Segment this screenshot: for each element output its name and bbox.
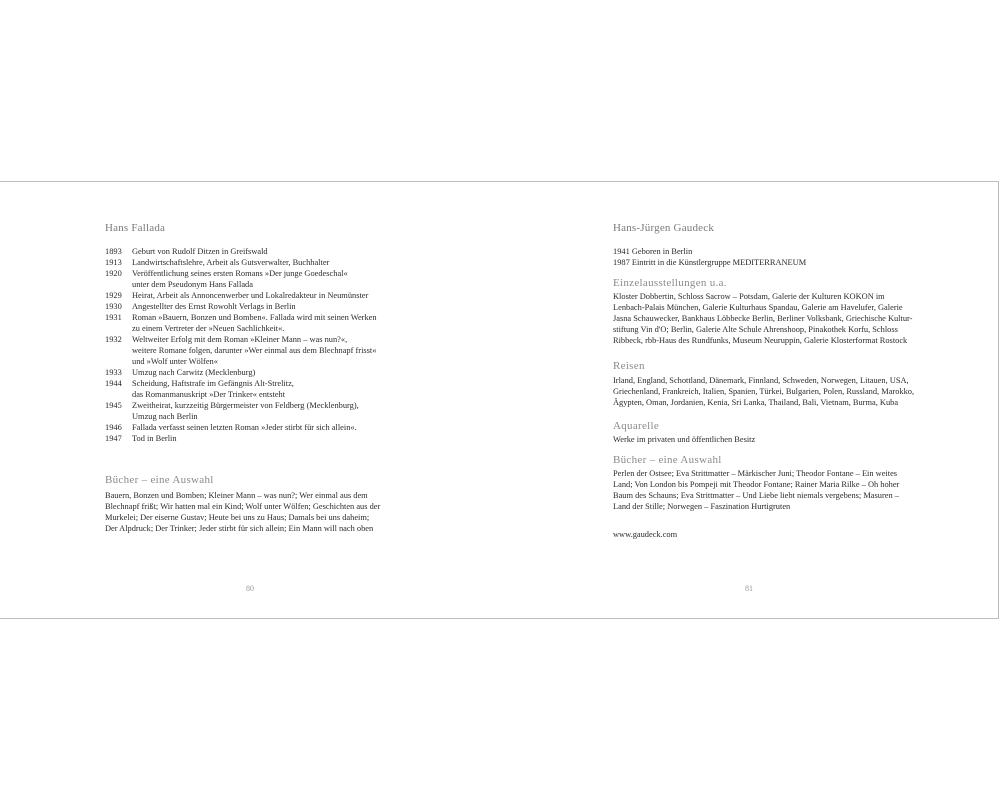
biography-text: [132, 334, 376, 367]
gaudeck-books-line: Land; Von London bis Pompeji mit Theodor Fontane; Rainer Maria Rilke – Oh hoher: [613, 480, 900, 489]
biography-entry: [105, 257, 377, 268]
biography-line: Heirat, Arbeit als Annoncenwerber und Lokalredakteur in Neumünster: [132, 291, 369, 300]
biography-entry: [105, 367, 377, 378]
watercolor-line: Werke im privaten und öffentlichen Besitz: [613, 435, 756, 444]
biography-text: [132, 301, 296, 312]
exhibitions-text: [613, 291, 912, 346]
fallada-books-line: Murkelei; Der eiserne Gustav; Heute bei uns zu Haus; Damals bei uns daheim;: [105, 513, 370, 522]
biography-entry: [105, 301, 377, 312]
biography-year: 1913: [105, 258, 122, 267]
biography-line: Veröffentlichung seines ersten Romans »Der junge Goedeschal«: [132, 269, 348, 278]
fallada-books-line: Blechnapf frißt; Wir hatten mal ein Kind; Wolf unter Wölfen; Geschichten aus der: [105, 502, 381, 511]
watercolor-text: [613, 434, 755, 445]
biography-line: Geburt von Rudolf Ditzen in Greifswald: [132, 247, 268, 256]
biography-year: 1946: [105, 423, 122, 432]
biography-year: 1893: [105, 247, 122, 256]
website-link[interactable]: www.gaudeck.com: [613, 530, 678, 539]
biography-text: [132, 290, 368, 301]
biography-entry: [105, 378, 377, 400]
biography-line: Umzug nach Carwitz (Mecklenburg): [132, 368, 256, 377]
biography-entry: [105, 422, 377, 433]
fallada-biography: [105, 246, 377, 444]
travel-line: Ägypten, Oman, Jordanien, Kenia, Sri Lanka, Thailand, Bali, Vietnam, Burma, Kuba: [613, 398, 899, 407]
biography-line: Angestellter des Ernst Rowohlt Verlags in Berlin: [132, 302, 296, 311]
fallada-books-line: Bauern, Bonzen und Bomben; Kleiner Mann – was nun?; Wer einmal aus dem: [105, 491, 368, 500]
gaudeck-books-line: Baum des Schauns; Eva Strittmatter – Und Liebe liebt niemals vergebens; Masuren –: [613, 491, 899, 500]
biography-year: 1932: [105, 335, 122, 344]
biography-entry: [105, 312, 377, 334]
biography-line: zu einem Vertreter der »Neuen Sachlichkeit«.: [132, 324, 285, 333]
biography-line: Landwirtschaftslehre, Arbeit als Gutsverwalter, Buchhalter: [132, 258, 330, 267]
biography-year: 1944: [105, 379, 122, 388]
biography-text: [132, 312, 377, 334]
biography-text: [132, 367, 255, 378]
gaudeck-books-heading: Bücher – eine Auswahl: [613, 454, 722, 466]
gaudeck-fact-line: 1941 Geboren in Berlin: [613, 247, 693, 256]
watercolor-heading: Aquarelle: [613, 420, 660, 432]
biography-entry: [105, 290, 377, 301]
exhibitions-line: Kloster Dobbertin, Schloss Sacrow – Potsdam, Galerie der Kulturen KOKON im: [613, 292, 885, 301]
biography-text: [132, 400, 359, 422]
biography-line: Zweitheirat, kurzzeitig Bürgermeister von Feldberg (Mecklenburg),: [132, 401, 359, 410]
biography-text: [132, 433, 177, 444]
exhibitions-line: stiftung Vin d'O; Berlin, Galerie Alte Schule Ahrenshoop, Pinakothek Korfu, Schloss: [613, 325, 898, 334]
page-number-left: 80: [246, 584, 254, 593]
biography-year: 1920: [105, 269, 122, 278]
biography-line: Roman »Bauern, Bonzen und Bomben«. Fallada wird mit seinen Werken: [132, 313, 377, 322]
biography-line: unter dem Pseudonym Hans Fallada: [132, 280, 253, 289]
biography-text: [132, 246, 268, 257]
fallada-books-line: Der Alpdruck; Der Trinker; Jeder stirbt für sich allein; Ein Mann will nach oben: [105, 524, 374, 533]
biography-year: 1931: [105, 313, 122, 322]
travel-line: Irland, England, Schottland, Dänemark, Finnland, Schweden, Norwegen, Litauen, USA,: [613, 376, 909, 385]
biography-line: weitere Romane folgen, darunter »Wer einmal aus dem Blechnapf frisst«: [132, 346, 377, 355]
exhibitions-line: Ribbeck, rbb-Haus des Rundfunks, Museum Neuruppin, Galerie Klosterformat Rostock: [613, 336, 908, 345]
book-spread: [0, 181, 999, 619]
fallada-books-heading: Bücher – eine Auswahl: [105, 474, 214, 486]
biography-entry: [105, 246, 377, 257]
biography-line: Umzug nach Berlin: [132, 412, 198, 421]
gaudeck-books-line: Perlen der Ostsee; Eva Strittmatter – Märkischer Juni; Theodor Fontane – Ein weites: [613, 469, 898, 478]
biography-line: und »Wolf unter Wölfen«: [132, 357, 218, 366]
exhibitions-line: Lenbach-Palais München, Galerie Kulturhaus Spandau, Galerie am Havelufer, Galerie: [613, 303, 903, 312]
biography-text: [132, 422, 357, 433]
biography-entry: [105, 334, 377, 367]
biography-entry: [105, 433, 377, 444]
travel-heading: Reisen: [613, 360, 645, 372]
gaudeck-facts: [613, 246, 806, 268]
biography-text: [132, 257, 329, 268]
exhibitions-line: Jasna Schauwecker, Bankhaus Löbbecke Berlin, Berliner Volksbank, Griechische Kultur-: [613, 314, 913, 323]
gaudeck-name-heading: Hans-Jürgen Gaudeck: [613, 222, 715, 234]
biography-year: 1929: [105, 291, 122, 300]
fallada-name-heading: Hans Fallada: [105, 222, 166, 234]
left-page: [0, 182, 499, 618]
travel-line: Griechenland, Frankreich, Italien, Spanien, Türkei, Bulgarien, Polen, Russland, Marokko,: [613, 387, 915, 396]
fallada-books-text: [105, 490, 380, 534]
right-page: [499, 182, 998, 618]
travel-text: [613, 375, 914, 408]
biography-year: 1945: [105, 401, 122, 410]
biography-line: das Romanmanuskript »Der Trinker« entsteht: [132, 390, 286, 399]
biography-entry: [105, 400, 377, 422]
biography-entry: [105, 268, 377, 290]
biography-text: [132, 378, 294, 400]
biography-year: 1933: [105, 368, 122, 377]
biography-line: Weltweiter Erfolg mit dem Roman »Kleiner Mann – was nun?«,: [132, 335, 348, 344]
biography-line: Fallada verfasst seinen letzten Roman »Jeder stirbt für sich allein«.: [132, 423, 357, 432]
biography-line: Tod in Berlin: [132, 434, 177, 443]
biography-year: 1947: [105, 434, 122, 443]
page-number-right: 81: [745, 584, 753, 593]
biography-text: [132, 268, 348, 290]
exhibitions-heading: Einzelausstellungen u.a.: [613, 277, 727, 289]
gaudeck-fact-line: 1987 Eintritt in die Künstlergruppe MEDITERRANEUM: [613, 258, 807, 267]
gaudeck-books-text: [613, 468, 899, 512]
biography-line: Scheidung, Haftstrafe im Gefängnis Alt-Strelitz,: [132, 379, 294, 388]
biography-year: 1930: [105, 302, 122, 311]
gaudeck-books-line: Land der Stille; Norwegen – Faszination Hurtigruten: [613, 502, 791, 511]
